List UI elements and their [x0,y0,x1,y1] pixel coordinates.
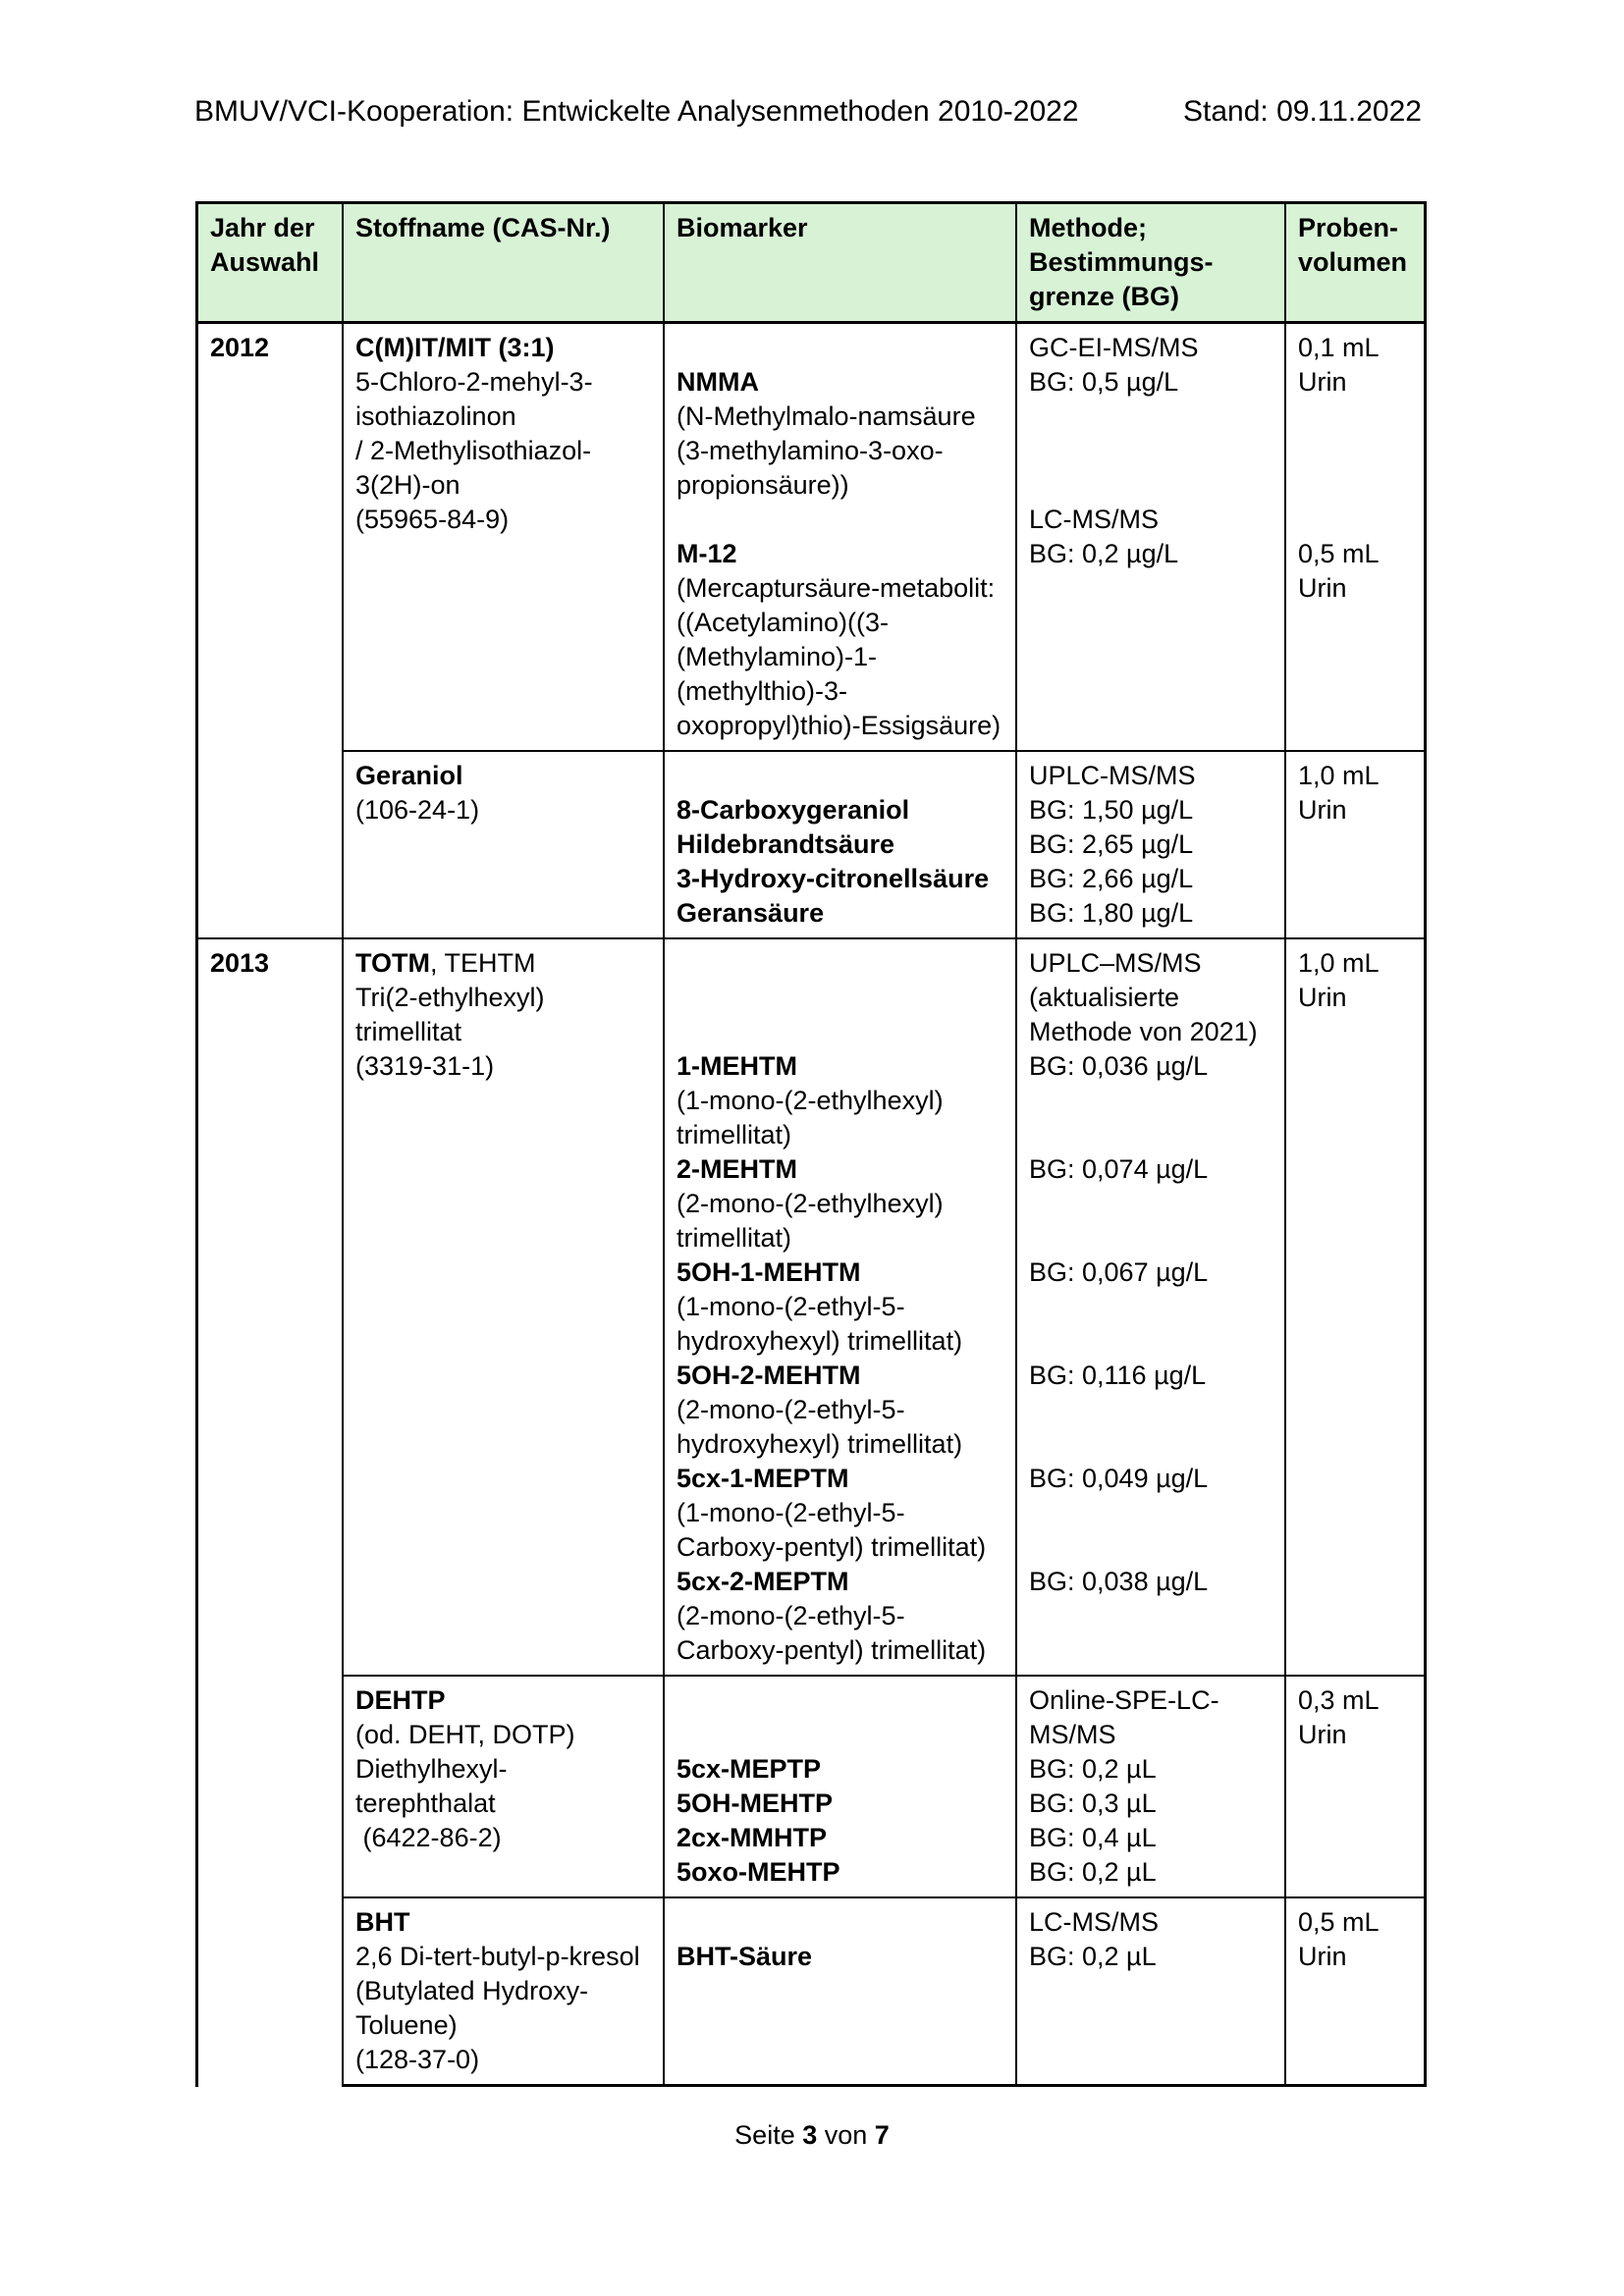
text-line: BG: 0,067 µg/L [1029,1257,1209,1287]
text-line: 0,5 mL [1298,539,1380,568]
text-line: (2-mono-(2-ethylhexyl) [677,1189,944,1218]
text-line: 0,3 mL [1298,1685,1380,1715]
text-line: trimellitat) [677,1120,792,1149]
text-line: (128-37-0) [355,2045,480,2074]
text-line: trimellitat) [677,1223,792,1253]
table-body [198,324,1424,2087]
stoffname-cell [344,939,665,1675]
text-line: hydroxyhexyl) trimellitat) [677,1326,963,1356]
text-line [1298,434,1418,468]
text-line: 0,1 mL [1298,333,1380,362]
text-line [677,759,1009,793]
text-line: (1-mono-(2-ethylhexyl) [677,1086,944,1115]
text-line: Carboxy-pentyl) trimellitat) [677,1532,987,1562]
text-line [1029,1118,1278,1152]
text-line [1029,1221,1278,1255]
text-line: 5OH-2-MEHTM [677,1361,861,1390]
text-line: BG: 0,2 µg/L [1029,539,1179,568]
text-line: BG: 0,2 µL [1029,1857,1157,1887]
text-line: 2012 [210,333,270,362]
proben-cell [1286,324,1424,750]
text-line: 2013 [210,948,270,978]
year-section-rows [344,939,1424,2087]
header-cell-1 [344,204,665,321]
header-cell-2 [665,204,1017,321]
biomarker-cell [665,752,1017,937]
text-line: / 2-Methylisothiazol- [355,436,592,465]
text-line: Stoffname (CAS-Nr.) [355,213,611,242]
text-line: BG: 0,3 µL [1029,1789,1157,1818]
text-line: 5OH-1-MEHTM [677,1257,861,1287]
text-line: 5OH-MEHTP [677,1789,834,1818]
text-line [1029,1427,1278,1462]
text-line: Seite 3 von 7 [734,2120,890,2150]
stoffname-cell [344,1677,665,1896]
text-line: UPLC-MS/MS [1029,761,1196,790]
text-line [1298,468,1418,503]
text-line: BG: 0,2 µL [1029,1754,1157,1784]
biomarker-cell [665,1898,1017,2084]
year-cell [198,939,344,2087]
text-line: (55965-84-9) [355,505,510,534]
text-line: Hildebrandtsäure [677,829,895,859]
text-line: (Butylated Hydroxy- [355,1976,589,2005]
text-line: volumen [1298,247,1408,277]
text-line: 3-Hydroxy-citronellsäure [677,864,990,893]
text-line: BHT-Säure [677,1942,813,1971]
text-line: isothiazolinon [355,401,516,431]
methode-cell [1017,324,1286,750]
text-line: BG: 1,80 µg/L [1029,898,1194,928]
text-line: M-12 [677,539,737,568]
methode-cell [1017,752,1286,937]
text-line: (3-methylamino-3-oxo- [677,436,944,465]
text-line: Urin [1298,367,1347,397]
text-line [1298,400,1418,434]
biomarker-cell [665,324,1017,750]
text-line: trimellitat [355,1017,462,1046]
header-cell-4 [1286,204,1424,321]
text-line [1029,1084,1278,1118]
substance-row-cmit-mit [344,324,1424,752]
proben-cell [1286,1898,1424,2084]
text-line [677,1905,1009,1940]
text-line: BG: 0,038 µg/L [1029,1567,1209,1596]
text-line: Urin [1298,573,1347,603]
page-footer [0,2118,1624,2153]
text-line: Jahr der [210,213,315,242]
text-line [1029,468,1278,503]
substance-row-geraniol [344,752,1424,937]
table-header-row [198,204,1424,324]
text-line: 5oxo-MEHTP [677,1857,840,1887]
header-cell-0 [198,204,344,321]
text-line: BG: 0,036 µg/L [1029,1051,1209,1081]
text-line: Diethylhexyl- [355,1754,508,1784]
text-line: terephthalat [355,1789,496,1818]
text-line: Toluene) [355,2010,458,2040]
text-line [677,331,1009,365]
text-line: BG: 0,074 µg/L [1029,1154,1209,1184]
text-line: GC-EI-MS/MS [1029,333,1199,362]
text-line: oxopropyl)thio)-Essigsäure) [677,711,1001,740]
text-line: TOTM, TEHTM [355,948,536,978]
stoffname-cell [344,752,665,937]
text-line: NMMA [677,367,759,397]
text-line: (N-Methylmalo-namsäure [677,401,976,431]
text-line: Online-SPE-LC- [1029,1685,1219,1715]
text-line: 1,0 mL [1298,948,1380,978]
substance-row-bht [344,1898,1424,2087]
text-line: Carboxy-pentyl) trimellitat) [677,1635,987,1665]
text-line: propionsäure)) [677,470,849,500]
text-line: (1-mono-(2-ethyl-5- [677,1498,905,1527]
year-section-rows [344,324,1424,937]
text-line: Urin [1298,1720,1347,1749]
text-line: (106-24-1) [355,795,480,825]
text-line: BG: 1,50 µg/L [1029,795,1194,825]
methode-cell [1017,1898,1286,2084]
biomarker-cell [665,1677,1017,1896]
text-line [1298,503,1418,537]
text-line: BG: 0,116 µg/L [1029,1361,1207,1390]
text-line: grenze (BG) [1029,282,1180,311]
text-line: Proben- [1298,213,1399,242]
methods-table [195,201,1427,2087]
text-line [1029,400,1278,434]
text-line [677,1015,1009,1049]
text-line: Urin [1298,1942,1347,1971]
text-line: Urin [1298,795,1347,825]
text-line: 5cx-2-MEPTM [677,1567,849,1596]
text-line: 5cx-MEPTP [677,1754,822,1784]
text-line: Urin [1298,983,1347,1012]
year-cell [198,324,344,937]
text-line: 2cx-MMHTP [677,1823,828,1852]
text-line [1029,1530,1278,1565]
text-line: LC-MS/MS [1029,505,1160,534]
text-line: Methode; [1029,213,1147,242]
proben-cell [1286,939,1424,1675]
header-cell-3 [1017,204,1286,321]
text-line: 5cx-1-MEPTM [677,1464,849,1493]
text-line: BG: 0,5 µg/L [1029,367,1179,397]
methode-cell [1017,1677,1286,1896]
text-line: 0,5 mL [1298,1907,1380,1937]
text-line [1029,1187,1278,1221]
text-line [1029,434,1278,468]
text-line [1029,1496,1278,1530]
text-line [677,503,1009,537]
text-line: (2-mono-(2-ethyl-5- [677,1601,905,1630]
text-line: ((Acetylamino)((3- [677,608,890,637]
text-line: Tri(2-ethylhexyl) [355,983,545,1012]
text-line [677,1683,1009,1718]
text-line: (1-mono-(2-ethyl-5- [677,1292,905,1321]
text-line [677,946,1009,981]
text-line: BG: 0,4 µL [1029,1823,1157,1852]
text-line: Methode von 2021) [1029,1017,1258,1046]
text-line [1029,1324,1278,1359]
text-line: 1,0 mL [1298,761,1380,790]
substance-row-totm [344,939,1424,1677]
text-line: (Methylamino)-1- [677,642,878,671]
text-line: (od. DEHT, DOTP) [355,1720,575,1749]
text-line: BG: 0,049 µg/L [1029,1464,1209,1493]
page-title: BMUV/VCI-Kooperation: Entwickelte Analysenmethoden 2010-2022 [194,95,1079,128]
text-line: BG: 2,66 µg/L [1029,864,1194,893]
text-line: hydroxyhexyl) trimellitat) [677,1429,963,1459]
year-section-2013 [198,939,1424,2087]
text-line: MS/MS [1029,1720,1116,1749]
text-line: (3319-31-1) [355,1051,495,1081]
stoffname-cell [344,324,665,750]
text-line: (aktualisierte [1029,983,1180,1012]
text-line [677,1718,1009,1752]
page-date-stand: Stand: 09.11.2022 [1183,95,1422,128]
text-line: Geransäure [677,898,825,928]
substance-row-dehtp [344,1677,1424,1898]
text-line: (2-mono-(2-ethyl-5- [677,1395,905,1424]
text-line: BG: 0,2 µL [1029,1942,1157,1971]
text-line: 3(2H)-on [355,470,460,500]
text-line: BHT [355,1907,410,1937]
text-line: LC-MS/MS [1029,1907,1160,1937]
text-line [1029,1393,1278,1427]
methode-cell [1017,939,1286,1675]
text-line: C(M)IT/MIT (3:1) [355,333,555,362]
text-line: Bestimmungs- [1029,247,1214,277]
proben-cell [1286,1677,1424,1896]
stoffname-cell [344,1898,665,2084]
text-line [677,981,1009,1015]
proben-cell [1286,752,1424,937]
text-line: Auswahl [210,247,320,277]
text-line: (Mercaptursäure-metabolit: [677,573,996,603]
text-line: (6422-86-2) [355,1823,502,1852]
text-line: Biomarker [677,213,808,242]
text-line: 2-MEHTM [677,1154,797,1184]
text-line: 2,6 Di-tert-butyl-p-kresol [355,1942,640,1971]
biomarker-cell [665,939,1017,1675]
year-section-2012 [198,324,1424,939]
text-line [1029,1290,1278,1324]
text-line: 8-Carboxygeraniol [677,795,910,825]
text-line: DEHTP [355,1685,446,1715]
text-line: 1-MEHTM [677,1051,797,1081]
text-line: Geraniol [355,761,463,790]
text-line: (methylthio)-3- [677,676,848,706]
text-line: BG: 2,65 µg/L [1029,829,1194,859]
text-line: UPLC–MS/MS [1029,948,1202,978]
text-line: 5-Chloro-2-mehyl-3- [355,367,593,397]
